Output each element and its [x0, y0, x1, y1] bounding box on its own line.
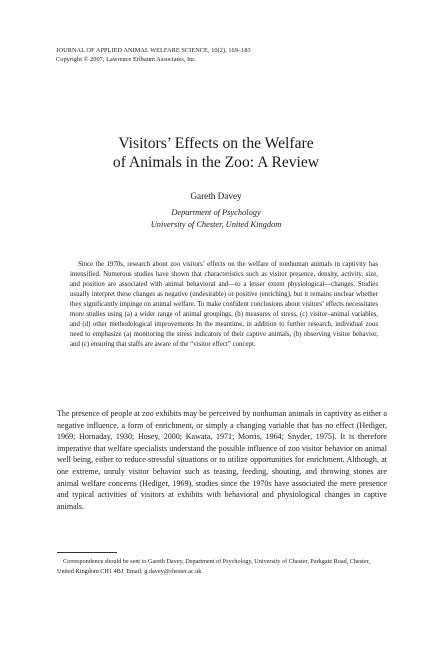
- journal-citation: JOURNAL OF APPLIED ANIMAL WELFARE SCIENCE, 10(2), 169–183: [56, 47, 251, 54]
- article-title-line-1: Visitors’ Effects on the Welfare: [118, 135, 314, 152]
- correspondence-footnote: Correspondence should be sent to Gareth Davey, Department of Psychology, University of Chester, Parkgate Road, Chester, United Kingdom CH1 4BJ. Email: g.davey@chester.ac.uk: [57, 558, 370, 575]
- abstract-paragraph: Since the 1970s, research about zoo visitors’ effects on the welfare of nonhuman animals in captivity has intensified. Numerous studies have shown that characteristics such as visitor presence, density, activity, size, and position are associated with animal behavioral and—to a lesser extent physiological—changes. Studies usually interpret these changes as negative (undesirable) or positive (enriching), but it remains unclear whether they significantly impinge on animal welfare. To make confident conclusions about visitors’ effects necessitates more studies using (a) a wider range of animal groupings, (b) measures of stress, (c) visitor–animal variables, and (d) other methodological improvements In the meantime, in addition to further research, individual zoos need to emphasize (a) monitoring the stress indicators of their captive animals, (b) observing visitor behavior, and (c) ensuring that staffs are aware of the “visitor effect” concept.: [70, 261, 378, 348]
- article-title: [40, 134, 392, 172]
- journal-header: [56, 46, 396, 64]
- affiliation-institution: University of Chester, United Kingdom: [150, 219, 282, 229]
- footnote-divider: [57, 552, 117, 553]
- copyright-notice: Copyright © 2007, Lawrence Erlbaum Associates, Inc.: [56, 56, 197, 63]
- article-title-line-2: of Animals in the Zoo: A Review: [112, 154, 320, 171]
- author-affiliation: [40, 207, 392, 230]
- affiliation-department: Department of Psychology: [171, 208, 261, 217]
- author-name: Gareth Davey: [190, 191, 242, 201]
- body-paragraph: The presence of people at zoo exhibits may be perceived by nonhuman animals in captivity as either a negative influence, a form of enrichment, or simply a changing variable that has no effect (Hediger, 1969; Hornaday, 1930; Hosey, 2000; Kawata, 1971; Morris, 1964; Snyder, 1975). It is therefore imperative that welfare specialists understand the possible influence of zoo visitor behavior on animal well being, either to reduce stressful situations or to utilize opportunities for enrichment. Although, at one extreme, unruly visitor behavior such as teasing, feeding, shouting, and throwing stones are animal welfare concerns (Hediger, 1969), studies since the 1970s have associated the mere presence and typical activities of visitors at exhibits with behavioral and physiological changes in captive animals.: [57, 409, 387, 511]
